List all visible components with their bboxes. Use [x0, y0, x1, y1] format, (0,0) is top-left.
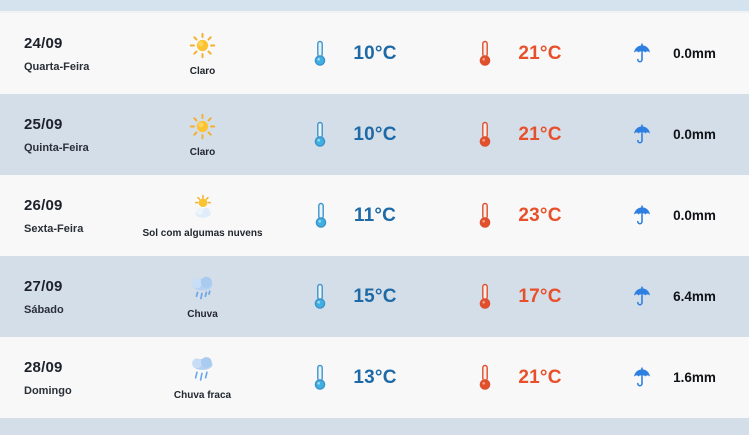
min-temp-cell [270, 364, 440, 391]
forecast-row-27-09 [0, 256, 749, 337]
thermometer-cold-icon [314, 202, 328, 229]
sun-icon [189, 31, 216, 61]
precipitation-value: 0.0mm [673, 46, 716, 61]
condition-cell [135, 112, 270, 158]
umbrella-icon [633, 286, 651, 307]
umbrella-icon [633, 367, 651, 388]
min-temp-value: 10°C [353, 123, 397, 145]
umbrella-icon [633, 205, 651, 226]
thermometer-hot-icon [478, 40, 492, 67]
sun-behind-cloud-icon [189, 193, 217, 223]
forecast-row-24-09 [0, 13, 749, 94]
min-temp-cell [270, 283, 440, 310]
max-temp-cell [440, 202, 600, 229]
max-temp-cell [440, 40, 600, 67]
date-cell [0, 35, 135, 73]
precipitation-cell [600, 286, 749, 307]
forecast-row-26-09 [0, 175, 749, 256]
condition-cell [135, 355, 270, 401]
min-temp-cell [270, 40, 440, 67]
condition-label: Chuva [187, 308, 218, 320]
weekday-label: Sexta-Feira [24, 222, 84, 235]
condition-label: Claro [189, 146, 216, 158]
forecast-row-25-09 [0, 94, 749, 175]
precipitation-value: 0.0mm [673, 208, 716, 223]
min-temp-value: 10°C [353, 42, 397, 64]
condition-label: Sol com algumas nuvens [142, 227, 263, 239]
thermometer-cold-icon [313, 283, 327, 310]
date-cell [0, 116, 135, 154]
date-cell [0, 359, 135, 397]
min-temp-cell [270, 202, 440, 229]
date-label: 24/09 [24, 34, 63, 52]
date-cell [0, 278, 135, 316]
condition-label: Claro [189, 65, 216, 77]
max-temp-cell [440, 364, 600, 391]
umbrella-icon [633, 43, 651, 64]
precipitation-value: 0.0mm [673, 127, 716, 142]
thermometer-hot-icon [478, 202, 492, 229]
umbrella-icon [633, 124, 651, 145]
condition-cell [135, 274, 270, 320]
precipitation-value: 1.6mm [673, 370, 716, 385]
date-label: 28/09 [24, 358, 63, 376]
weekday-label: Quarta-Feira [24, 60, 90, 73]
condition-label: Chuva fraca [173, 389, 232, 401]
precipitation-cell [600, 124, 749, 145]
max-temp-value: 21°C [518, 42, 562, 64]
max-temp-value: 21°C [518, 123, 562, 145]
date-label: 27/09 [24, 277, 63, 295]
weekday-label: Quinta-Feira [24, 141, 89, 154]
max-temp-value: 21°C [518, 366, 562, 388]
condition-cell [135, 193, 270, 239]
precipitation-cell [600, 205, 749, 226]
next-row-partial [0, 418, 749, 435]
rain-cloud-icon [187, 274, 218, 304]
min-temp-cell [270, 121, 440, 148]
thermometer-hot-icon [478, 364, 492, 391]
max-temp-value: 23°C [518, 204, 562, 226]
thermometer-cold-icon [313, 40, 327, 67]
weekday-label: Domingo [24, 384, 72, 397]
date-label: 26/09 [24, 196, 63, 214]
date-cell [0, 197, 135, 235]
max-temp-cell [440, 283, 600, 310]
min-temp-value: 13°C [353, 366, 397, 388]
condition-cell [135, 31, 270, 77]
light-rain-cloud-icon [187, 355, 218, 385]
thermometer-cold-icon [313, 364, 327, 391]
max-temp-cell [440, 121, 600, 148]
table-top-divider [0, 0, 749, 13]
weekday-label: Sábado [24, 303, 64, 316]
thermometer-cold-icon [313, 121, 327, 148]
thermometer-hot-icon [478, 121, 492, 148]
date-label: 25/09 [24, 115, 63, 133]
forecast-row-28-09 [0, 337, 749, 418]
precipitation-cell [600, 367, 749, 388]
thermometer-hot-icon [478, 283, 492, 310]
precipitation-value: 6.4mm [673, 289, 716, 304]
precipitation-cell [600, 43, 749, 64]
min-temp-value: 11°C [353, 204, 397, 226]
min-temp-value: 15°C [353, 285, 397, 307]
sun-icon [189, 112, 216, 142]
max-temp-value: 17°C [518, 285, 562, 307]
